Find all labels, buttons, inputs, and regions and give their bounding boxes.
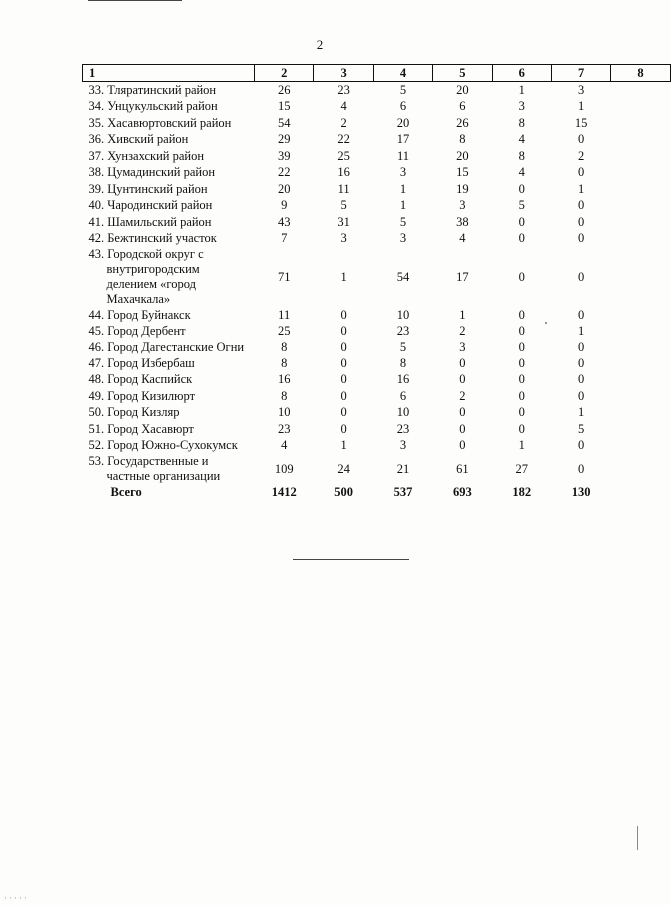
row-label: 49. Город Кизилюрт xyxy=(88,388,196,403)
table-row xyxy=(83,438,671,455)
value-cell: 9 xyxy=(281,198,288,213)
value-cell: 0 xyxy=(459,438,466,453)
row-label: 42. Бежтинский участок xyxy=(88,231,217,246)
row-label-cell xyxy=(83,405,255,422)
scan-noise: ····· xyxy=(4,893,29,903)
value-cell: 22 xyxy=(277,165,291,180)
total-value-cell: 130 xyxy=(571,485,591,499)
table-header xyxy=(83,65,671,82)
value-cell: 2 xyxy=(459,324,466,339)
table-row xyxy=(83,247,671,307)
value-cell: 3 xyxy=(399,438,407,453)
table-row xyxy=(83,148,671,165)
value-cell: 23 xyxy=(277,421,291,436)
value-cell: 19 xyxy=(456,181,469,196)
value-cell: 3 xyxy=(399,165,407,180)
value-cell: 4 xyxy=(459,231,466,246)
value-cell: 38 xyxy=(456,214,469,229)
value-cell: 54 xyxy=(396,269,410,284)
value-cell: 24 xyxy=(337,461,350,476)
value-cell: 0 xyxy=(340,355,347,370)
value-cell: 17 xyxy=(456,269,469,284)
value-cell: 2 xyxy=(340,115,347,130)
value-cell: 29 xyxy=(277,132,291,147)
row-label: 44. Город Буйнакск xyxy=(88,307,191,322)
value-cell: 5 xyxy=(399,340,407,354)
row-label: 33. Тляратинский район xyxy=(88,82,217,97)
value-cell: 0 xyxy=(578,355,585,370)
row-label-cell xyxy=(83,355,255,372)
row-label-cell xyxy=(83,231,255,248)
total-value-cell: 537 xyxy=(393,485,413,499)
top-rule xyxy=(88,0,182,1)
value-cell: 20 xyxy=(277,181,291,196)
table-row xyxy=(83,132,671,149)
column-header: 2 xyxy=(255,65,314,82)
value-cell: 11 xyxy=(396,148,409,163)
value-cell: 0 xyxy=(518,231,525,246)
value-cell: 1 xyxy=(518,82,525,97)
total-value-cell: 693 xyxy=(452,485,472,499)
value-cell: 8 xyxy=(281,388,288,403)
column-header: 6 xyxy=(492,65,551,82)
row-label-cell xyxy=(83,132,255,149)
value-cell: 16 xyxy=(337,165,350,180)
value-cell: 0 xyxy=(518,307,525,322)
row-label: 52. Город Южно-Сухокумск xyxy=(88,438,238,453)
value-cell: 1 xyxy=(459,307,466,322)
statistics-table-container xyxy=(82,64,644,501)
table-row xyxy=(83,82,671,99)
row-label: 40. Чародинский район xyxy=(88,198,213,213)
value-cell: 0 xyxy=(578,340,585,354)
row-label-cell xyxy=(83,307,255,324)
value-cell: 0 xyxy=(578,307,585,322)
value-cell: 0 xyxy=(340,372,347,387)
row-label: 41. Шамильский район xyxy=(88,214,212,229)
value-cell: 27 xyxy=(515,461,528,476)
value-cell: 1 xyxy=(340,269,347,284)
value-cell: 3 xyxy=(518,99,525,114)
row-label-cell xyxy=(83,454,255,484)
value-cell: 0 xyxy=(340,421,347,436)
value-cell: 17 xyxy=(396,132,410,147)
row-label: 37. Хунзахский район xyxy=(88,148,205,163)
value-cell: 8 xyxy=(518,148,525,163)
table-row xyxy=(83,181,671,198)
table-row xyxy=(83,388,671,405)
value-cell: 3 xyxy=(459,198,466,213)
column-header: 3 xyxy=(314,65,373,82)
value-cell: 61 xyxy=(456,461,469,476)
value-cell: 8 xyxy=(518,115,525,130)
value-cell: 0 xyxy=(340,307,347,322)
value-cell: 1 xyxy=(399,198,407,213)
value-cell: 0 xyxy=(518,181,525,196)
value-cell: 5 xyxy=(340,198,347,213)
value-cell: 21 xyxy=(396,461,410,476)
value-cell: 8 xyxy=(399,355,407,370)
value-cell: 0 xyxy=(578,132,585,147)
value-cell: 43 xyxy=(277,214,291,229)
table-row xyxy=(83,214,671,231)
table-row xyxy=(83,421,671,438)
total-value-cell: 182 xyxy=(512,485,532,499)
value-cell: 6 xyxy=(399,388,407,403)
value-cell: 3 xyxy=(340,231,347,246)
row-label: 47. Город Избербаш xyxy=(88,355,195,370)
table-row xyxy=(83,115,671,132)
table-row xyxy=(83,355,671,372)
row-label-cell xyxy=(83,198,255,215)
value-cell: 1 xyxy=(399,181,407,196)
row-label-cell xyxy=(83,247,255,307)
value-cell: 2 xyxy=(459,388,466,403)
header-row xyxy=(83,65,671,82)
table-body xyxy=(83,82,671,502)
row-label-cell xyxy=(83,372,255,389)
row-label-cell xyxy=(83,99,255,116)
table-row xyxy=(83,99,671,116)
value-cell: 1 xyxy=(578,99,585,114)
value-cell: 0 xyxy=(578,438,585,453)
value-cell: 10 xyxy=(396,405,410,420)
value-cell: 0 xyxy=(340,405,347,420)
column-header: 8 xyxy=(611,65,670,82)
value-cell: 0 xyxy=(578,198,585,213)
value-cell: 16 xyxy=(277,372,291,387)
table-row xyxy=(83,324,671,341)
value-cell: 0 xyxy=(518,405,525,420)
value-cell: 0 xyxy=(578,165,585,180)
value-cell: 4 xyxy=(518,165,525,180)
table-row xyxy=(83,231,671,248)
value-cell: 3 xyxy=(578,82,585,97)
value-cell: 0 xyxy=(578,214,585,229)
value-cell: 0 xyxy=(459,421,466,436)
value-cell: 4 xyxy=(518,132,525,147)
total-value-cell: 500 xyxy=(334,485,353,499)
value-cell: 10 xyxy=(396,307,410,322)
statistics-table xyxy=(82,64,671,501)
row-label-cell xyxy=(83,148,255,165)
value-cell: 25 xyxy=(277,324,291,339)
value-cell: 0 xyxy=(518,388,525,403)
table-row xyxy=(83,307,671,324)
value-cell: 109 xyxy=(274,461,294,476)
table-row xyxy=(83,405,671,422)
value-cell: 0 xyxy=(518,372,525,387)
value-cell: 4 xyxy=(340,99,347,114)
value-cell: 0 xyxy=(518,340,525,354)
value-cell: 1 xyxy=(578,324,585,339)
value-cell: 11 xyxy=(337,181,350,196)
row-label-cell xyxy=(83,438,255,455)
value-cell: 15 xyxy=(277,99,291,114)
value-cell: 7 xyxy=(281,231,288,246)
scan-edge-mark xyxy=(637,826,638,850)
row-label-cell xyxy=(83,82,255,99)
value-cell: 23 xyxy=(337,82,350,97)
value-cell: 23 xyxy=(396,421,410,436)
row-label: 48. Город Каспийск xyxy=(88,372,193,387)
value-cell: 10 xyxy=(277,405,291,420)
value-cell: 71 xyxy=(277,269,291,284)
table-row xyxy=(83,165,671,182)
row-label: 36. Хивский район xyxy=(88,132,189,147)
value-cell: 0 xyxy=(578,372,585,387)
value-cell: 6 xyxy=(399,99,407,114)
value-cell: 5 xyxy=(399,82,407,97)
scan-speck xyxy=(545,322,547,324)
value-cell: 0 xyxy=(459,405,466,420)
value-cell: 26 xyxy=(277,82,291,97)
value-cell: 23 xyxy=(396,324,410,339)
value-cell: 0 xyxy=(578,231,585,246)
row-label-cell xyxy=(83,340,255,355)
value-cell: 8 xyxy=(281,340,288,354)
table-row xyxy=(83,198,671,215)
value-cell: 0 xyxy=(340,388,347,403)
value-cell: 0 xyxy=(518,269,525,284)
value-cell: 39 xyxy=(277,148,291,163)
value-cell: 22 xyxy=(337,132,350,147)
row-label: 50. Город Кизляр xyxy=(88,405,180,420)
value-cell: 6 xyxy=(459,99,466,114)
table-row xyxy=(83,340,671,355)
value-cell: 3 xyxy=(399,231,407,246)
value-cell: 0 xyxy=(340,324,347,339)
value-cell: 20 xyxy=(396,115,410,130)
value-cell: 15 xyxy=(456,165,469,180)
value-cell: 1 xyxy=(518,438,525,453)
table-row xyxy=(83,372,671,389)
value-cell: 2 xyxy=(578,148,585,163)
row-label-cell xyxy=(83,324,255,341)
row-label-cell xyxy=(83,421,255,438)
row-label-cell xyxy=(83,388,255,405)
row-label: 51. Город Хасавюрт xyxy=(88,421,194,436)
row-label-cell xyxy=(83,115,255,132)
value-cell: 5 xyxy=(518,198,525,213)
row-label: 38. Цумадинский район xyxy=(88,165,216,180)
value-cell: 54 xyxy=(277,115,291,130)
value-cell: 3 xyxy=(459,340,466,354)
value-cell: 5 xyxy=(578,421,585,436)
column-header: 7 xyxy=(551,65,610,82)
total-label: Всего xyxy=(110,485,142,499)
row-label: 39. Цунтинский район xyxy=(88,181,208,196)
row-label: 43. Городской округ с внутригородским делением «город Махачкала» xyxy=(88,247,204,306)
value-cell: 15 xyxy=(574,115,588,130)
value-cell: 0 xyxy=(459,372,466,387)
row-label: 46. Город Дагестанские Огни xyxy=(88,340,245,354)
row-label: 34. Унцукульский район xyxy=(88,99,218,114)
value-cell: 5 xyxy=(399,214,407,229)
row-label: 35. Хасавюртовский район xyxy=(88,115,232,130)
column-header: 4 xyxy=(373,65,432,82)
value-cell: 16 xyxy=(396,372,410,387)
value-cell: 4 xyxy=(281,438,288,453)
column-header: 1 xyxy=(83,65,255,82)
value-cell: 1 xyxy=(578,405,585,420)
value-cell: 31 xyxy=(337,214,350,229)
row-label-cell xyxy=(83,165,255,182)
value-cell: 1 xyxy=(340,438,347,453)
value-cell: 0 xyxy=(578,269,585,284)
value-cell: 0 xyxy=(518,214,525,229)
column-header: 5 xyxy=(433,65,492,82)
value-cell: 26 xyxy=(456,115,469,130)
table-row xyxy=(83,454,671,484)
value-cell: 8 xyxy=(459,132,466,147)
value-cell: 1 xyxy=(578,181,585,196)
value-cell: 8 xyxy=(281,355,288,370)
value-cell: 25 xyxy=(337,148,350,163)
value-cell: 11 xyxy=(278,307,291,322)
value-cell: 0 xyxy=(459,355,466,370)
value-cell: 0 xyxy=(578,461,585,476)
row-label-cell xyxy=(83,214,255,231)
value-cell: 0 xyxy=(518,355,525,370)
total-row xyxy=(83,484,671,501)
value-cell: 0 xyxy=(578,388,585,403)
page-number: 2 xyxy=(316,37,324,52)
closing-rule xyxy=(293,559,409,560)
row-label: 53. Государственные и частные организации xyxy=(88,454,221,483)
value-cell: 0 xyxy=(340,340,347,354)
total-value-cell: 1412 xyxy=(271,485,297,499)
value-cell: 0 xyxy=(518,421,525,436)
value-cell: 0 xyxy=(518,324,525,339)
row-label: 45. Город Дербент xyxy=(88,324,186,339)
value-cell: 20 xyxy=(456,148,469,163)
row-label-cell xyxy=(83,181,255,198)
value-cell: 20 xyxy=(456,82,469,97)
